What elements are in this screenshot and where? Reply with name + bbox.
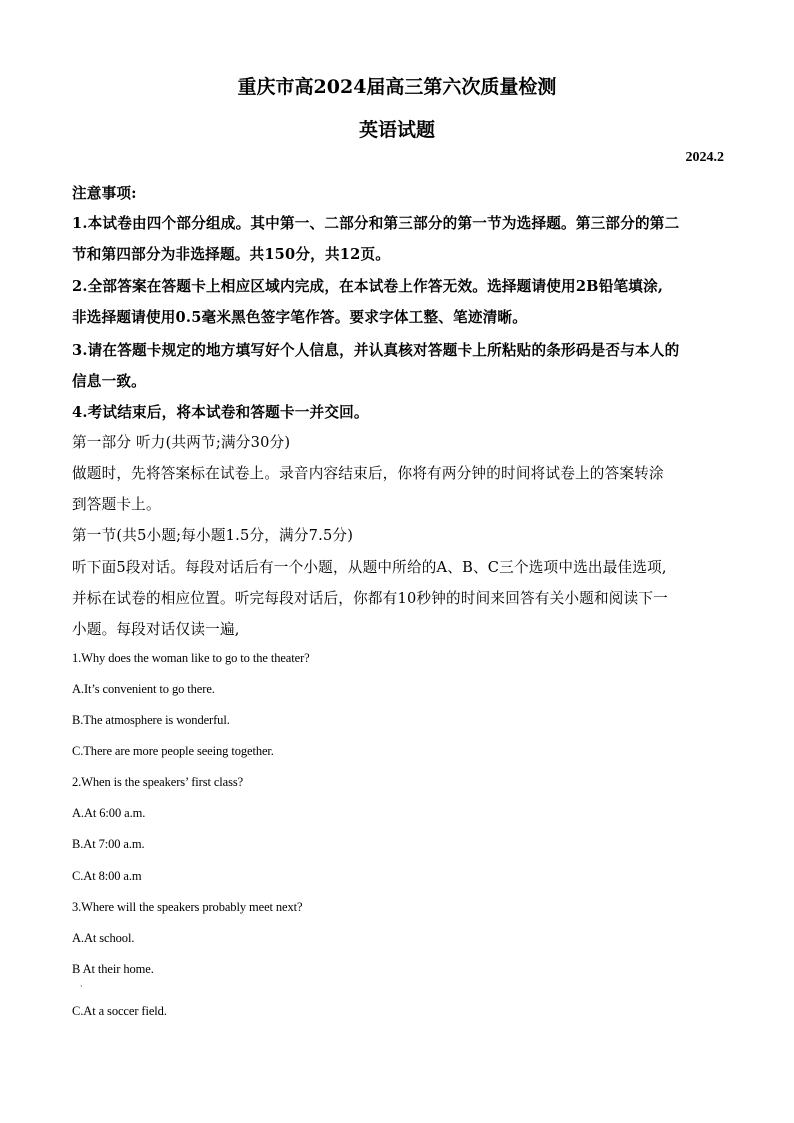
question-1-option-a: A.It’s convenient to go there. xyxy=(72,682,215,696)
question-3-option-c: C.At a soccer field. xyxy=(72,1004,167,1018)
note-item-1-line-1: 1.本试卷由四个部分组成。其中第一、二部分和第三部分的第一节为选择题。第三部分的第二 xyxy=(72,215,680,232)
stray-dot-mark: · xyxy=(80,982,83,991)
part-one-instruction-line-1: 做题时，先将答案标在试卷上。录音内容结束后，你将有两分钟的时间将试卷上的答案转涂 xyxy=(72,465,664,482)
notes-heading: 注意事项: xyxy=(72,185,137,202)
section-one-instruction-line-1: 听下面5段对话。每段对话后有一个小题，从题中所给的A、B、C三个选项中选出最佳选项, xyxy=(72,559,667,576)
note-item-3-line-1: 3.请在答题卡规定的地方填写好个人信息，并认真核对答题卡上所粘贴的条形码是否与本人的 xyxy=(72,342,680,359)
note-item-2-line-2: 非选择题请使用0.5毫米黑色签字笔作答。要求字体工整、笔迹清晰。 xyxy=(72,309,528,326)
section-one-instruction-line-2: 并标在试卷的相应位置。听完每段对话后，你都有10秒钟的时间来回答有关小题和阅读下一 xyxy=(72,590,668,607)
question-2-option-b: B.At 7:00 a.m. xyxy=(72,837,145,851)
question-2-option-a: A.At 6:00 a.m. xyxy=(72,806,146,820)
question-3: 3.Where will the speakers probably meet next? xyxy=(72,900,303,914)
question-1: 1.Why does the woman like to go to the theater? xyxy=(72,651,310,665)
part-one-instruction-line-2: 到答题卡上。 xyxy=(72,496,161,513)
question-3-option-a: A.At school. xyxy=(72,931,135,945)
note-item-2-line-1: 2.全部答案在答题卡上相应区域内完成，在本试卷上作答无效。选择题请使用2B铅笔填涂, xyxy=(72,278,664,295)
note-item-3-line-2: 信息一致。 xyxy=(72,373,146,390)
note-item-4: 4.考试结束后，将本试卷和答题卡一并交回。 xyxy=(72,404,369,421)
question-1-option-b: B.The atmosphere is wonderful. xyxy=(72,713,230,727)
exam-date: 2024.2 xyxy=(685,150,724,165)
section-one-heading: 第一节(共5小题;每小题1.5分，满分7.5分) xyxy=(72,527,354,544)
question-2: 2.When is the speakers’ first class? xyxy=(72,775,244,789)
question-1-option-c: C.There are more people seeing together. xyxy=(72,744,274,758)
note-item-1-line-2: 节和第四部分为非选择题。共150分，共12页。 xyxy=(72,246,391,263)
part-one-heading: 第一部分 听力(共两节;满分30分) xyxy=(72,434,291,451)
question-3-option-b: B At their home. xyxy=(72,962,154,976)
section-one-instruction-line-3: 小题。每段对话仅读一遍, xyxy=(72,621,240,638)
exam-title: 重庆市高2024届高三第六次质量检测 xyxy=(237,76,557,98)
exam-subtitle: 英语试题 xyxy=(358,119,435,141)
question-2-option-c: C.At 8:00 a.m xyxy=(72,869,142,883)
